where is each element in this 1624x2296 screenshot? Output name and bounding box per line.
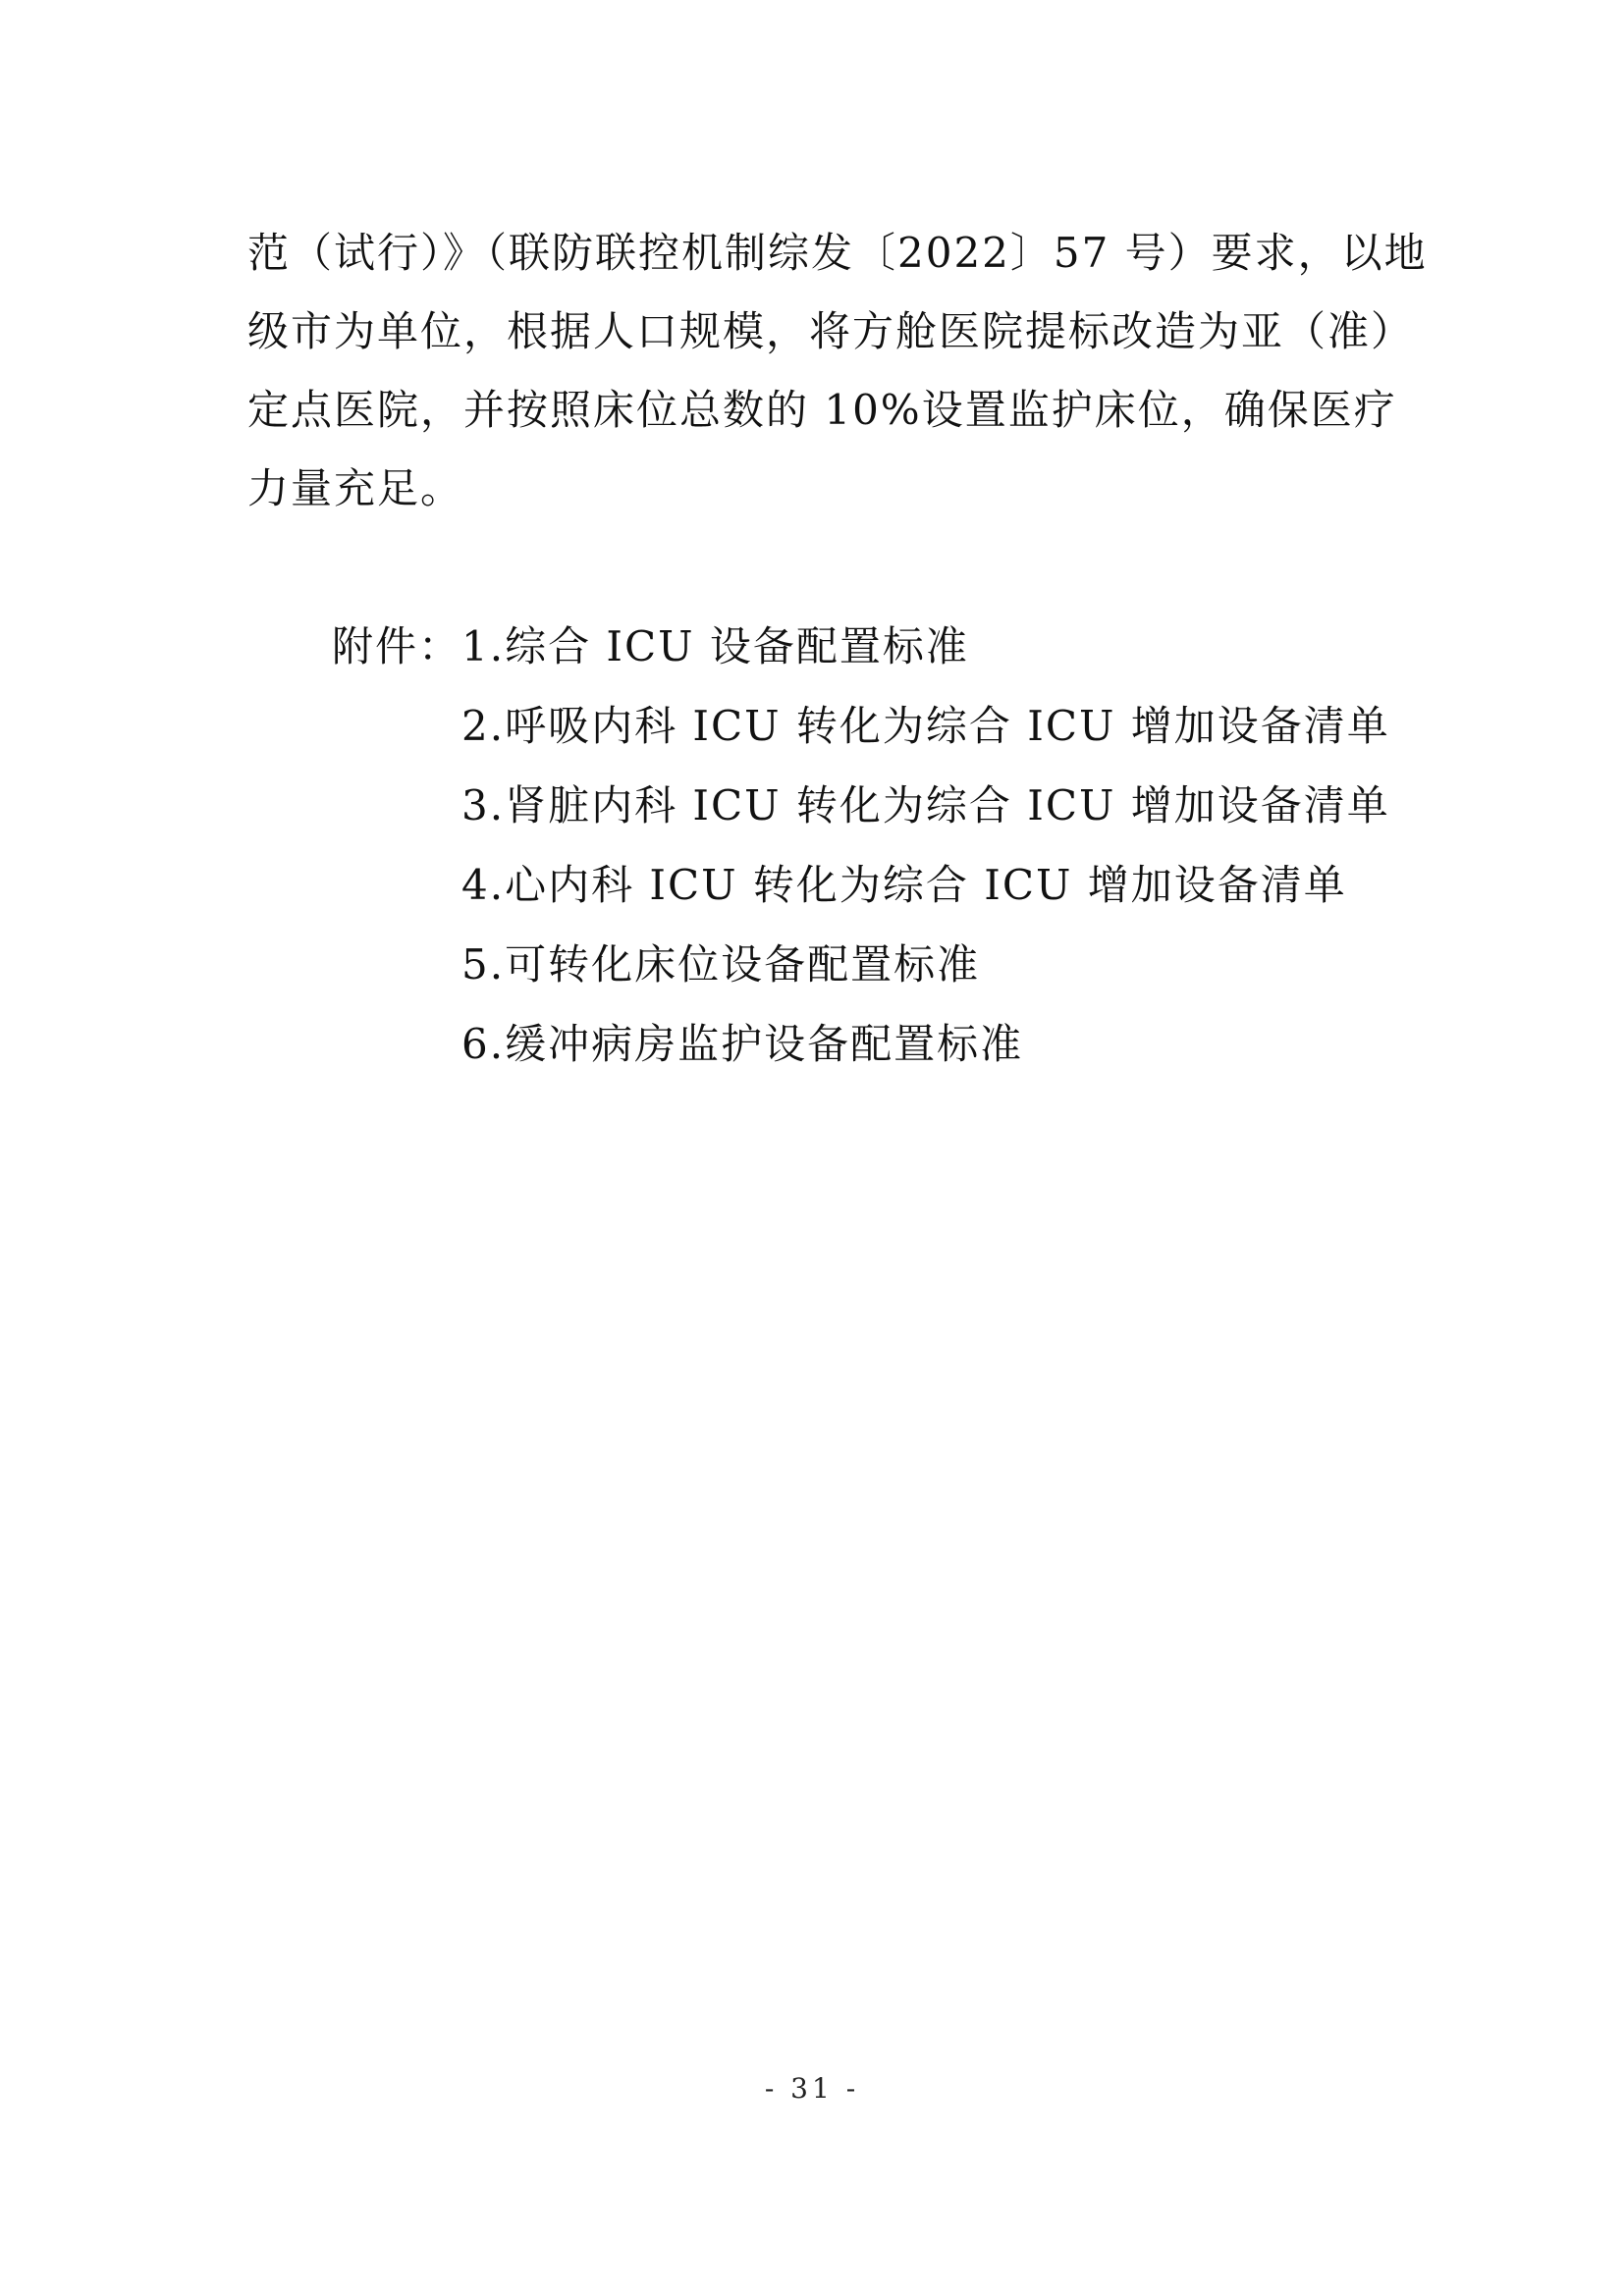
paragraph-line: 级市为单位，根据人口规模，将方舱医院提标改造为亚（准） [247,307,1415,355]
page-number: - 31 - [764,2072,860,2105]
attachment-title: 1.综合 ICU 设备配置标准 [461,622,969,670]
attachment-item [332,686,1412,766]
attachments-label: 附件： [332,622,462,670]
attachment-item [332,766,1412,845]
attachment-item [332,925,1412,1004]
attachment-title: 6.缓冲病房监护设备配置标准 [461,1020,1024,1068]
attachment-title: 3.肾脏内科 ICU 转化为综合 ICU 增加设备清单 [461,781,1390,829]
attachment-item [332,607,1412,686]
body-paragraph [247,214,1428,528]
paragraph-line: 力量充足。 [247,464,464,512]
paragraph-line: 范（试行）》（联防联控机制综发〔2022〕57 号）要求，以地 [247,229,1428,277]
attachments-list [332,607,1412,1084]
attachment-title: 5.可转化床位设备配置标准 [461,940,981,988]
attachment-item [332,845,1412,925]
attachment-title: 4.心内科 ICU 转化为综合 ICU 增加设备清单 [461,861,1347,909]
paragraph-line: 定点医院，并按照床位总数的 10%设置监护床位，确保医疗 [247,386,1397,434]
attachment-item [332,1004,1412,1084]
attachment-title: 2.呼吸内科 ICU 转化为综合 ICU 增加设备清单 [461,702,1390,750]
